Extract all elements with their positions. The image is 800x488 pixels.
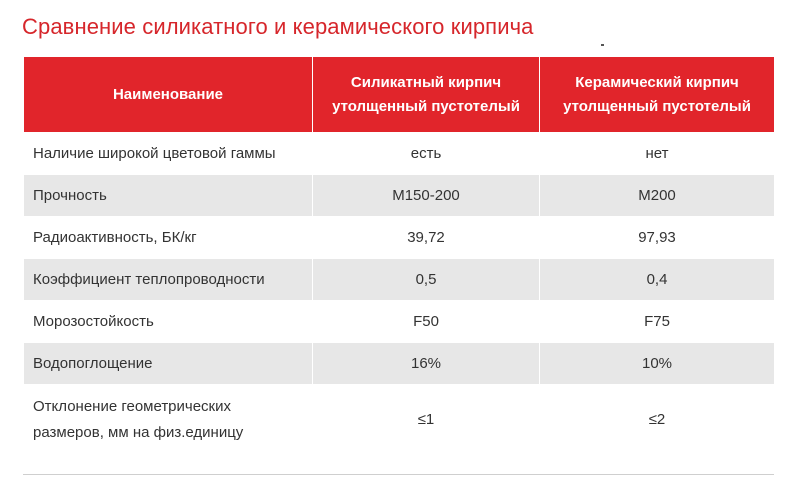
- row-name: Отклонение геометрических размеров, мм на физ.единицу: [24, 385, 313, 456]
- table-header-row: [24, 57, 775, 133]
- header-ceramic: [540, 57, 775, 133]
- row-silicate-value: 16%: [313, 343, 540, 385]
- row-name: Водопоглощение: [24, 343, 313, 385]
- page-title: Сравнение силикатного и керамического кирпича: [22, 14, 534, 39]
- row-ceramic-value: 97,93: [540, 217, 775, 259]
- row-silicate-value: 39,72: [313, 217, 540, 259]
- header-silicate-line: Силикатный кирпич: [350, 73, 502, 91]
- table-row: [24, 133, 775, 175]
- stray-dot: [601, 44, 604, 46]
- table-row: [24, 343, 775, 385]
- row-name: Коэффициент теплопроводности: [24, 259, 313, 301]
- header-silicate: [313, 57, 540, 133]
- row-name: Радиоактивность, БК/кг: [24, 217, 313, 259]
- row-ceramic-value: М200: [540, 175, 775, 217]
- row-ceramic-value: ≤2: [540, 385, 775, 456]
- table-row: [24, 217, 775, 259]
- row-silicate-value: F50: [313, 301, 540, 343]
- row-silicate-value: ≤1: [313, 385, 540, 456]
- row-ceramic-value: 10%: [540, 343, 775, 385]
- row-ceramic-value: F75: [540, 301, 775, 343]
- row-ceramic-value: нет: [540, 133, 775, 175]
- header-name: Наименование: [24, 57, 313, 133]
- comparison-table: [23, 56, 775, 456]
- row-name: Морозостойкость: [24, 301, 313, 343]
- header-silicate-line: утолщенный пустотелый: [332, 97, 520, 115]
- row-silicate-value: есть: [313, 133, 540, 175]
- row-name: Прочность: [24, 175, 313, 217]
- table-row: [24, 259, 775, 301]
- header-ceramic-line: утолщенный пустотелый: [563, 97, 751, 115]
- table-row: [24, 175, 775, 217]
- row-silicate-value: 0,5: [313, 259, 540, 301]
- table-bottom-border: [23, 474, 774, 475]
- row-name: Наличие широкой цветовой гаммы: [24, 133, 313, 175]
- header-ceramic-line: Керамический кирпич: [575, 73, 739, 91]
- table-row: [24, 385, 775, 456]
- table-row: [24, 301, 775, 343]
- row-ceramic-value: 0,4: [540, 259, 775, 301]
- row-silicate-value: М150-200: [313, 175, 540, 217]
